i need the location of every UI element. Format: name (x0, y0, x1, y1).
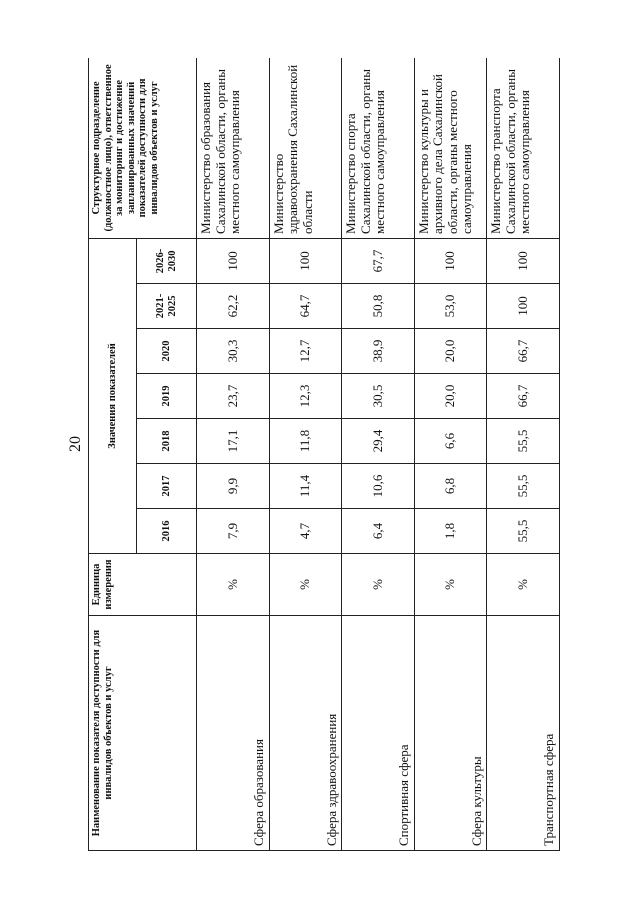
row-value: 20,0 (414, 374, 487, 419)
row-value: 66,7 (487, 374, 560, 419)
row-unit: % (197, 554, 270, 616)
row-value: 62,2 (197, 284, 270, 329)
row-value: 11,4 (269, 464, 342, 509)
header-year: 2020 (137, 329, 197, 374)
row-indicator-name: Спортивная сфера (342, 616, 415, 851)
row-value: 6,8 (414, 464, 487, 509)
row-value: 55,5 (487, 509, 560, 554)
row-value: 100 (197, 238, 270, 283)
table-row (414, 58, 487, 851)
table-row (269, 58, 342, 851)
table-row (487, 58, 560, 851)
row-responsible: Министерство культуры и архивного дела Сахалинской области, органы местного самоуправления (414, 58, 487, 238)
row-value: 66,7 (487, 329, 560, 374)
row-value: 29,4 (342, 419, 415, 464)
row-indicator-name: Сфера культуры (414, 616, 487, 851)
row-value: 11,8 (269, 419, 342, 464)
row-value: 4,7 (269, 509, 342, 554)
row-unit: % (414, 554, 487, 616)
row-value: 20,0 (414, 329, 487, 374)
accessibility-indicators-table (88, 58, 560, 851)
row-indicator-name: Сфера образования (197, 616, 270, 851)
table-row (197, 58, 270, 851)
row-value: 100 (487, 238, 560, 283)
header-values-group: Значения показателей (89, 238, 137, 553)
row-value: 53,0 (414, 284, 487, 329)
row-value: 100 (487, 284, 560, 329)
row-value: 30,3 (197, 329, 270, 374)
header-year: 2016 (137, 509, 197, 554)
row-indicator-name: Транспортная сфера (487, 616, 560, 851)
row-value: 55,5 (487, 464, 560, 509)
header-year: 2026-2030 (137, 238, 197, 283)
page-number: 20 (67, 436, 84, 452)
header-year: 2017 (137, 464, 197, 509)
row-value: 23,7 (197, 374, 270, 419)
row-value: 50,8 (342, 284, 415, 329)
header-year: 2018 (137, 419, 197, 464)
row-value: 12,7 (269, 329, 342, 374)
row-responsible: Министерство транспорта Сахалинской области, органы местного самоуправления (487, 58, 560, 238)
table-row (342, 58, 415, 851)
row-value: 7,9 (197, 509, 270, 554)
row-responsible: Министерство здравоохранения Сахалинской области (269, 58, 342, 238)
row-value: 100 (414, 238, 487, 283)
row-value: 6,4 (342, 509, 415, 554)
row-value: 55,5 (487, 419, 560, 464)
row-value: 17,1 (197, 419, 270, 464)
row-value: 12,3 (269, 374, 342, 419)
row-responsible: Министерство спорта Сахалинской области, органы местного самоуправления (342, 58, 415, 238)
row-unit: % (269, 554, 342, 616)
row-value: 6,6 (414, 419, 487, 464)
row-value: 10,6 (342, 464, 415, 509)
row-responsible: Министерство образования Сахалинской области, органы местного самоуправления (197, 58, 270, 238)
header-indicator-name: Наименование показателя доступности для инвалидов объектов и услуг (89, 616, 197, 851)
row-value: 100 (269, 238, 342, 283)
header-unit: Единица измерения (89, 554, 197, 616)
header-year: 2021-2025 (137, 284, 197, 329)
row-unit: % (487, 554, 560, 616)
row-value: 38,9 (342, 329, 415, 374)
row-value: 64,7 (269, 284, 342, 329)
header-year: 2019 (137, 374, 197, 419)
row-value: 30,5 (342, 374, 415, 419)
row-indicator-name: Сфера здравоохранения (269, 616, 342, 851)
row-value: 1,8 (414, 509, 487, 554)
row-value: 9,9 (197, 464, 270, 509)
row-value: 67,7 (342, 238, 415, 283)
table-container (88, 58, 560, 851)
header-responsible: Структурное подразделение (должностное лицо), ответственное за мониторинг и достижение запланированных значений показателей доступности для инвалидов объектов и услуг (89, 58, 197, 238)
row-unit: % (342, 554, 415, 616)
